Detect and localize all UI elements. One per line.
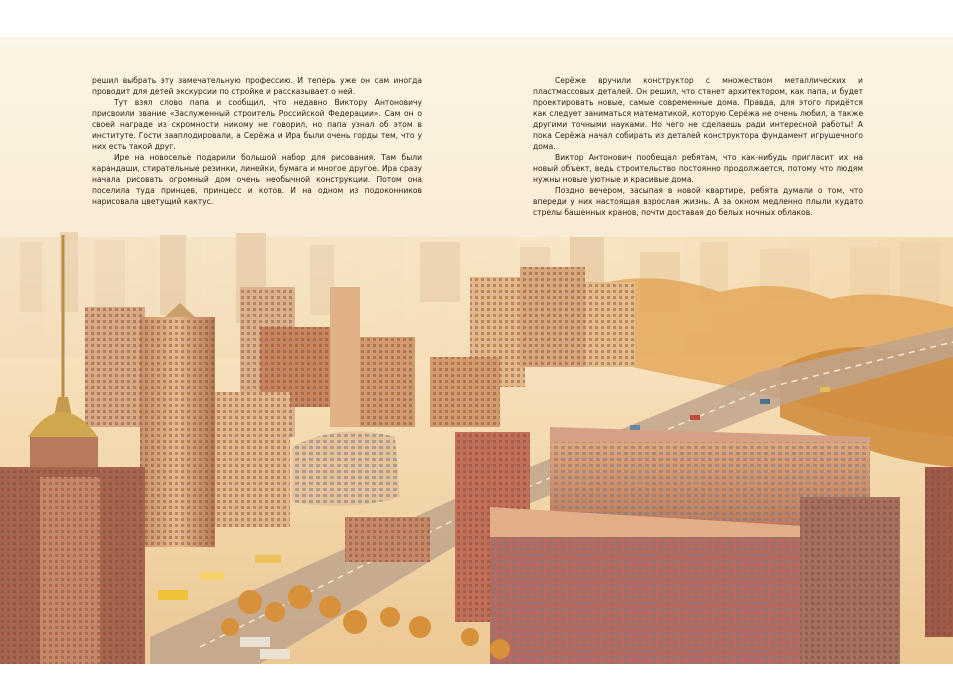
right-paragraph-3: Поздно вечером, засыпая в новой квартире, ребята думали о том, что впереди у них настоящая взрослая жизнь. А за окном медленно плыли кудато стрелы башенных кранов, почти доставая до белых ночных облаков.	[533, 186, 863, 217]
left-paragraph-2: Тут взял слово папа и сообщил, что недавно Виктору Антоновичу присвоили звание «Заслуженный строитель Российской Федерации». Сам он о своей награде из скромности никому не говорил, но папа узнал об этом в институте. Гости зааплодировали, а Серёжа и Ира были очень горды тем, что у них есть такой друг.	[92, 98, 422, 151]
right-paragraph-2: Виктор Антонович пообещал ребятам, что как-нибудь пригласит их на новый объект, ведь строительство постоянно продолжается, потому что людям нужны новые уютные и красивые дома.	[533, 153, 863, 184]
book-spread	[0, 37, 953, 664]
left-text-column	[92, 75, 422, 207]
left-paragraph-3: Ире на новоселье подарили большой набор для рисования. Там были карандаши, стирательные резинки, линейки, бумага и многое другое. Ира сразу начала рисовать огромный дом очень необычной конструкции. Потом она поселила туда принцев, принцесс и котов. И на одном из подоконников нарисовала цветущий кактус.	[92, 153, 422, 206]
left-paragraph-1: решил выбрать эту замечательную профессию. И теперь уже он сам иногда проводит для детей экскурсии по стройке и рассказывает о ней.	[92, 76, 422, 96]
right-paragraph-1: Серёже вручили конструктор с множеством металлических и пластмассовых деталей. Он решил, что станет архитектором, как папа, и будет проектировать новые, самые современные дома. Правда, для этого придётся как следует заниматься математикой, которую Серёжа не очень любил, а также другими точными науками. Но чего не сделаешь ради интересной работы! А пока Серёжа начал собирать из деталей конструктора фундамент игрушечного дома.	[533, 76, 863, 151]
right-text-column	[533, 75, 863, 218]
central-tower	[140, 303, 215, 547]
